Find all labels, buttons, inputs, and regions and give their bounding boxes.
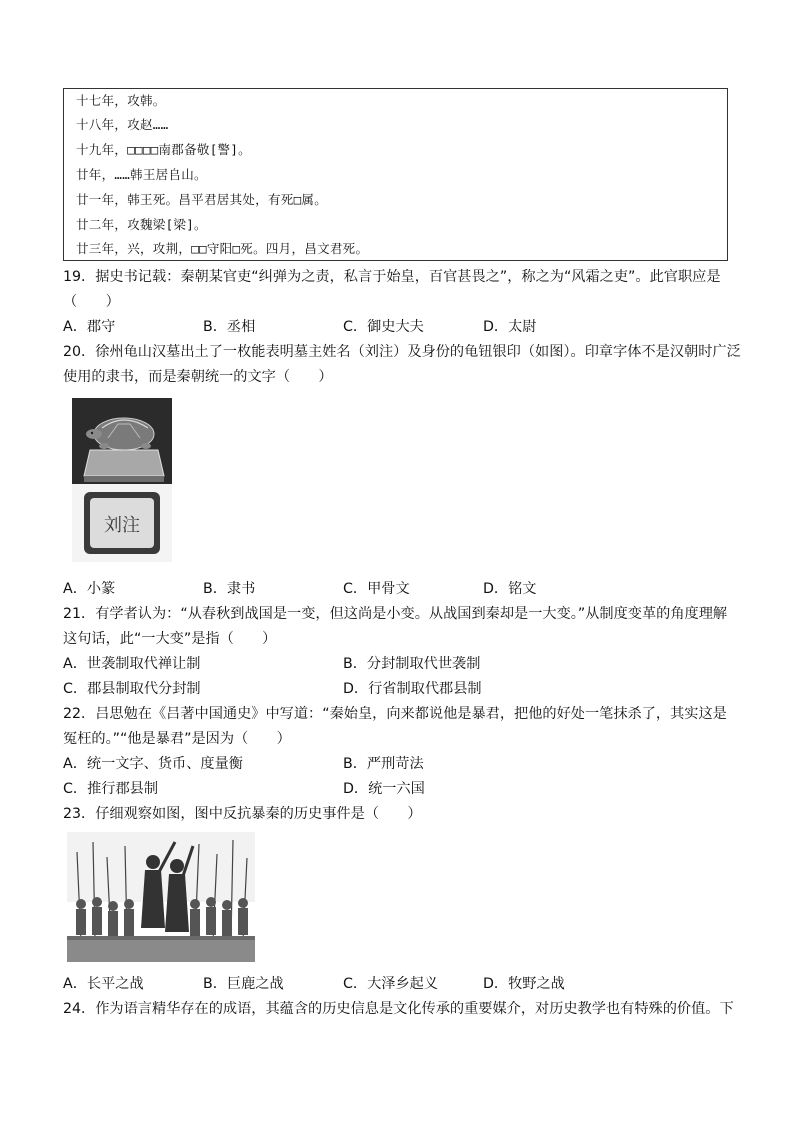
q20-stem-cont: 使用的隶书，而是秦朝统一的文字（ ）: [63, 369, 333, 385]
q19-option-b: B．丞相: [203, 319, 256, 335]
q23-stem: 23．仔细观察如图，图中反抗暴秦的历史事件是（ ）: [63, 806, 422, 822]
seal-text: 刘注: [104, 515, 140, 536]
chronicle-line: 廿年，……韩王居𠂤山。: [76, 167, 207, 182]
q20-option-a: A．小篆: [63, 581, 116, 597]
q21-option-b: B．分封制取代世袭制: [343, 656, 481, 672]
q19-answer-blank: （ ）: [63, 294, 120, 310]
q23-option-c: C．大泽乡起义: [343, 976, 439, 992]
chronicle-line: 十九年，□□□□南郡备敬[警]。: [76, 142, 251, 157]
q20-option-b: B．隶书: [203, 581, 256, 597]
chronicle-line: 廿二年，攻魏梁[梁]。: [76, 217, 207, 232]
q20-option-d: D．铭文: [483, 581, 537, 597]
q22-option-c: C．推行郡县制: [63, 781, 159, 797]
q19-option-d: D．太尉: [483, 319, 537, 335]
q22-stem: 22．吕思勉在《吕著中国通史》中写道：“秦始皇，向来都说他是暴君，把他的好处一笔抹杀了，其实这是: [63, 706, 727, 722]
q19-option-c: C．御史大夫: [343, 319, 424, 335]
q22-option-d: D．统一六国: [343, 781, 425, 797]
q21-option-d: D．行省制取代郡县制: [343, 681, 482, 697]
q20-option-c: C．甲骨文: [343, 581, 410, 597]
uprising-illustration: [67, 832, 255, 962]
q21-option-c: C．郡县制取代分封制: [63, 681, 201, 697]
chronicle-line: 十七年，攻韩。: [76, 93, 166, 108]
turtle-seal-image: [72, 398, 172, 562]
uprising-scene-icon: [67, 832, 255, 962]
chronicle-line: 廿三年，兴，攻荆，□□守阳□死。四月，昌文君死。: [76, 241, 369, 256]
q21-stem-cont: 这句话，此“一大变”是指（ ）: [63, 631, 277, 647]
q21-stem: 21．有学者认为：“从春秋到战国是一变，但这尚是小变。从战国到秦却是一大变。”从制度变革的角度理解: [63, 606, 728, 622]
q21-option-a: A．世袭制取代禅让制: [63, 656, 201, 672]
chronicle-box: [63, 88, 728, 261]
chronicle-line: 廿一年，韩王死。昌平君居其处，有死□属。: [76, 192, 328, 207]
q22-stem-cont: 冤枉的。”“他是暴君”是因为（ ）: [63, 731, 291, 747]
turtle-seal-icon: [72, 398, 172, 562]
q19-stem: 19．据史书记载：秦朝某官吏“纠弹为之责，私言于始皇，百官甚畏之”，称之为“风霜之吏”。此官职应是: [63, 269, 721, 285]
q20-stem: 20．徐州龟山汉墓出土了一枚能表明墓主姓名（刘注）及身份的龟钮银印（如图）。印章字体不是汉朝时广泛: [63, 344, 741, 360]
q23-option-a: A．长平之战: [63, 976, 144, 992]
q22-option-a: A．统一文字、货币、度量衡: [63, 756, 243, 772]
chronicle-line: 十八年，攻赵……: [76, 117, 169, 132]
q22-option-b: B．严刑苛法: [343, 756, 424, 772]
q19-option-a: A．郡守: [63, 319, 116, 335]
q23-option-b: B．巨鹿之战: [203, 976, 284, 992]
q23-option-d: D．牧野之战: [483, 976, 565, 992]
q24-stem: 24．作为语言精华存在的成语，其蕴含的历史信息是文化传承的重要媒介，对历史教学也有特殊的价值。下: [63, 1001, 734, 1017]
